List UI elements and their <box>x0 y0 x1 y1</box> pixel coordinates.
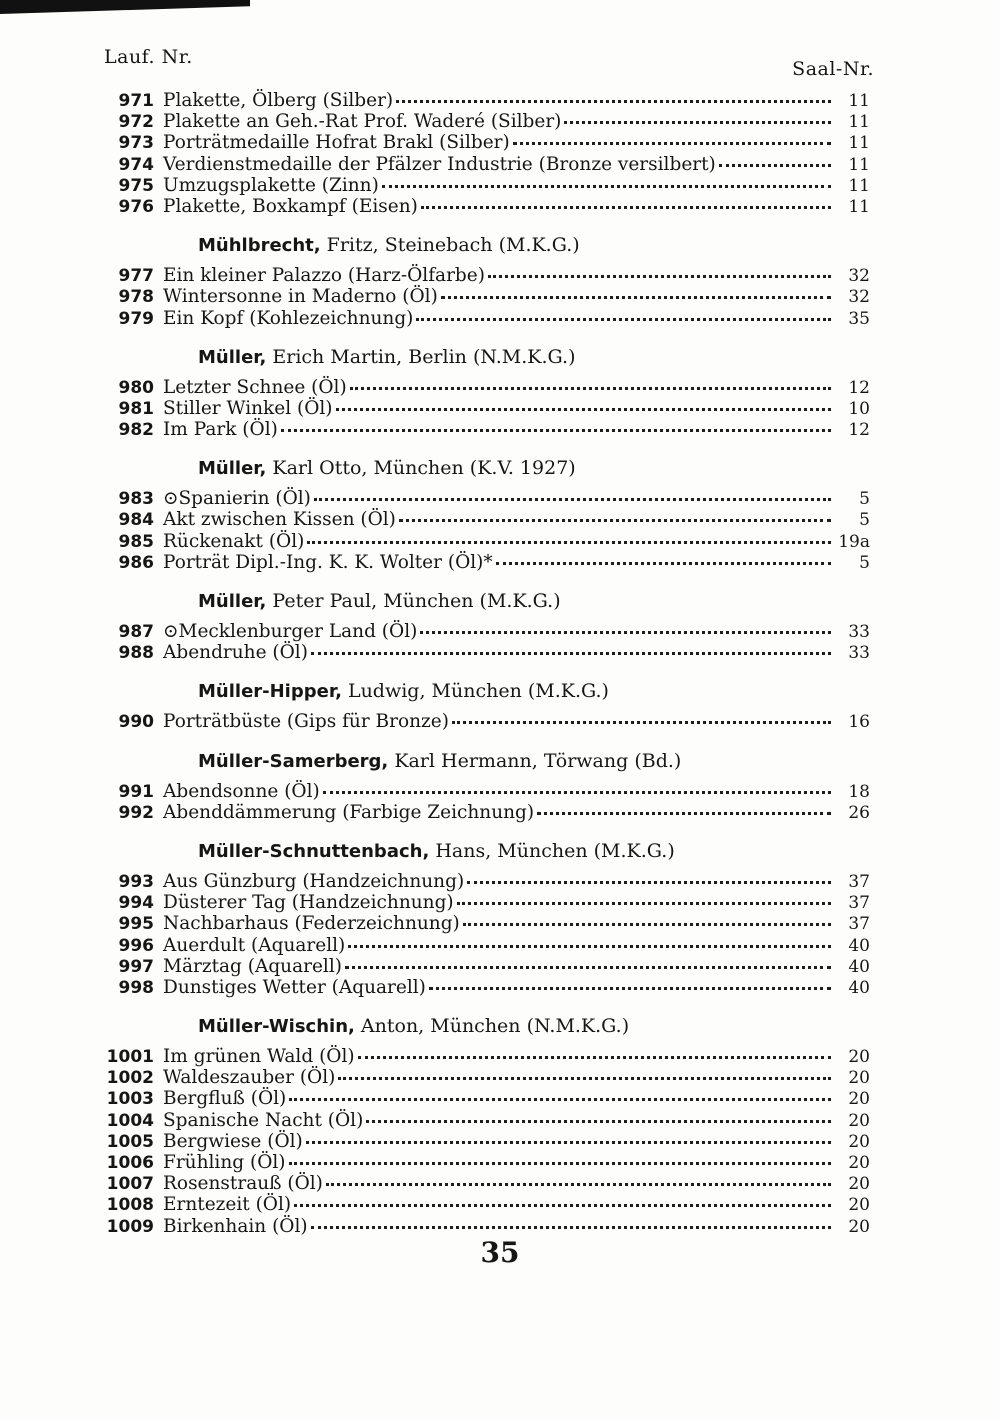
catalog-entry <box>86 286 870 307</box>
catalog-entry <box>86 892 870 913</box>
hall-number: 20 <box>848 1089 870 1110</box>
artist-heading <box>86 675 870 707</box>
dot-leader <box>537 812 831 815</box>
dot-leader <box>513 142 831 145</box>
hall-number: 32 <box>848 266 870 287</box>
entry-number: 982 <box>118 420 154 441</box>
hall-number: 11 <box>848 91 870 111</box>
entry-number: 980 <box>118 377 154 398</box>
dot-leader <box>416 318 831 321</box>
hall-number: 11 <box>848 196 870 217</box>
artist-section <box>86 229 870 329</box>
dot-leader <box>366 1120 831 1123</box>
entry-title: Düsterer Tag (Handzeichnung) <box>163 892 454 914</box>
catalog-entry <box>86 552 870 573</box>
dot-leader <box>463 923 831 926</box>
dot-leader <box>323 791 831 794</box>
artist-details: Erich Martin, Berlin (N.M.K.G.) <box>272 345 576 368</box>
dot-leader <box>350 387 831 390</box>
dot-leader <box>457 902 831 905</box>
artist-heading <box>86 452 870 484</box>
hall-number: 10 <box>848 398 870 419</box>
entry-title: Plakette an Geh.-Rat Prof. Waderé (Silber) <box>163 111 562 133</box>
entry-title: Umzugsplakette (Zinn) <box>163 174 379 196</box>
entry-number: 991 <box>118 781 154 802</box>
dot-leader <box>338 1077 831 1080</box>
hall-number: 11 <box>848 133 870 154</box>
entry-title: Plakette, Boxkampf (Eisen) <box>163 195 418 217</box>
entry-number: 1001 <box>106 1047 154 1068</box>
entry-title: Im Park (Öl) <box>163 419 278 441</box>
entry-number: 987 <box>118 622 154 642</box>
artist-details: Karl Otto, München (K.V. 1927) <box>272 457 576 480</box>
catalog-entry <box>86 913 870 934</box>
entry-number: 977 <box>118 266 154 287</box>
hall-number: 18 <box>848 781 870 802</box>
entry-title: Auerdult (Aquarell) <box>163 934 346 956</box>
entry-number: 986 <box>118 552 154 573</box>
artist-details: Ludwig, München (M.K.G.) <box>347 680 609 703</box>
hall-number: 20 <box>848 1131 870 1152</box>
dot-leader <box>719 164 831 167</box>
artist-section <box>86 90 870 217</box>
entry-number: 990 <box>118 712 154 733</box>
hall-number: 12 <box>848 377 870 398</box>
entry-number: 978 <box>118 287 154 308</box>
hall-number: 20 <box>848 1110 870 1131</box>
entry-number: 971 <box>118 91 154 111</box>
hall-number: 5 <box>859 510 870 531</box>
catalog-entry <box>86 154 870 175</box>
entry-title: Porträt Dipl.-Ing. K. K. Wolter (Öl)* <box>163 551 493 573</box>
catalog-entry <box>86 111 870 132</box>
entry-title: Aus Günzburg (Handzeichnung) <box>163 870 465 892</box>
hall-number-header: Saal-Nr. <box>792 58 874 80</box>
entry-title: Waldeszauber (Öl) <box>163 1067 336 1089</box>
dot-leader <box>420 631 831 634</box>
catalog-entry <box>86 265 870 286</box>
entry-title: Ein Kopf (Kohlezeichnung) <box>163 307 414 329</box>
entry-title: Frühling (Öl) <box>163 1152 286 1173</box>
entry-title: Birkenhain (Öl) <box>163 1215 308 1237</box>
artist-heading <box>86 745 870 777</box>
entry-number: 976 <box>118 196 154 217</box>
entry-number: 994 <box>118 893 154 914</box>
dot-leader <box>314 498 831 501</box>
artist-section <box>86 835 870 998</box>
artist-name: Müller-Hipper, <box>198 681 342 703</box>
dot-leader <box>429 987 831 990</box>
artist-details: Fritz, Steinebach (M.K.G.) <box>326 234 580 257</box>
hall-number: 5 <box>859 489 870 510</box>
entry-title: Rückenakt (Öl) <box>163 530 305 552</box>
artist-name: Müller-Samerberg, <box>198 750 389 772</box>
artist-name: Müller, <box>198 458 267 480</box>
hall-number: 19a <box>838 531 870 552</box>
dot-leader <box>348 945 831 948</box>
artist-details: Hans, München (M.K.G.) <box>435 839 675 862</box>
artist-name: Müller-Wischin, <box>198 1016 355 1038</box>
entry-number: 1005 <box>106 1131 154 1152</box>
entry-title: Plakette, Ölberg (Silber) <box>163 90 394 111</box>
hall-number: 12 <box>848 420 870 441</box>
catalog-entry <box>86 1216 870 1237</box>
hall-number: 20 <box>848 1153 870 1173</box>
entry-title: Verdienstmedaille der Pfälzer Industrie (Bronze versilbert) <box>163 153 716 175</box>
dot-leader <box>294 1204 831 1207</box>
hall-number: 40 <box>848 935 870 956</box>
dot-leader <box>441 296 831 299</box>
entry-number: 985 <box>118 531 154 552</box>
dot-leader <box>488 275 831 278</box>
dot-leader <box>358 1056 831 1059</box>
entry-number: 993 <box>118 871 154 892</box>
entry-number: 996 <box>118 935 154 956</box>
hall-number: 16 <box>848 712 870 733</box>
entry-title: ⊙Mecklenburger Land (Öl) <box>163 621 418 642</box>
catalog-entry <box>86 935 870 956</box>
hall-number: 11 <box>848 175 870 196</box>
entry-title: Porträtmedaille Hofrat Brakl (Silber) <box>163 132 510 154</box>
catalog-entry <box>86 977 870 998</box>
dot-leader <box>382 185 831 188</box>
catalog-entry <box>86 308 870 329</box>
dot-leader <box>307 541 831 544</box>
catalog-entry <box>86 956 870 977</box>
entry-number: 979 <box>118 308 154 329</box>
hall-number: 11 <box>848 112 870 133</box>
hall-number: 32 <box>848 287 870 308</box>
dot-leader <box>421 206 831 209</box>
hall-number: 37 <box>848 871 870 892</box>
entry-number: 1004 <box>106 1110 154 1131</box>
dot-leader <box>467 881 831 884</box>
dot-leader <box>306 1141 831 1144</box>
entry-title: Erntezeit (Öl) <box>163 1194 292 1216</box>
hall-number: 40 <box>848 977 870 998</box>
entry-title: Wintersonne in Maderno (Öl) <box>163 286 438 308</box>
entry-number: 997 <box>118 956 154 977</box>
dot-leader <box>326 1183 831 1186</box>
entry-title: ⊙Spanierin (Öl) <box>163 488 311 510</box>
catalog-entry <box>86 398 870 419</box>
catalog-entry <box>86 1194 870 1215</box>
artist-heading <box>86 229 870 261</box>
artist-heading <box>86 585 870 617</box>
hall-number: 20 <box>848 1216 870 1237</box>
entry-number: 1009 <box>106 1216 154 1237</box>
entry-number: 1007 <box>106 1174 154 1195</box>
entry-title: Märztag (Aquarell) <box>163 955 342 977</box>
column-header <box>104 46 874 80</box>
catalog-entry <box>86 488 870 509</box>
artist-details: Peter Paul, München (M.K.G.) <box>272 590 561 612</box>
entry-number: 1006 <box>106 1153 154 1173</box>
entry-title: Porträtbüste (Gips für Bronze) <box>163 711 449 733</box>
artist-details: Anton, München (N.M.K.G.) <box>360 1015 630 1038</box>
entry-title: Dunstiges Wetter (Aquarell) <box>163 976 426 998</box>
catalog-entry <box>86 1046 870 1067</box>
hall-number: 37 <box>848 914 870 935</box>
entry-number: 981 <box>118 398 154 419</box>
dot-leader <box>289 1098 831 1101</box>
entry-number: 983 <box>118 489 154 510</box>
artist-section <box>86 341 870 441</box>
entry-number: 1008 <box>106 1195 154 1216</box>
entry-number: 984 <box>118 510 154 531</box>
hall-number: 5 <box>859 552 870 573</box>
catalog-list <box>86 90 870 1237</box>
hall-number: 20 <box>848 1068 870 1089</box>
catalog-entry <box>86 802 870 823</box>
entry-number: 972 <box>118 112 154 133</box>
entry-title: Bergfluß (Öl) <box>163 1088 287 1110</box>
catalog-entry <box>86 1173 870 1194</box>
dot-leader <box>396 100 831 103</box>
dot-leader <box>496 562 831 565</box>
catalog-entry <box>86 781 870 802</box>
entry-title: Abenddämmerung (Farbige Zeichnung) <box>163 801 535 823</box>
hall-number: 33 <box>848 643 870 664</box>
dot-leader <box>311 1226 831 1229</box>
hall-number: 26 <box>848 802 870 823</box>
hall-number: 20 <box>848 1174 870 1195</box>
entry-title: Abendruhe (Öl) <box>163 642 308 664</box>
catalog-entry <box>86 711 870 732</box>
artist-name: Mühlbrecht, <box>198 235 321 257</box>
artist-section <box>86 745 870 823</box>
dot-leader <box>289 1162 832 1165</box>
entry-title: Stiller Winkel (Öl) <box>163 397 333 419</box>
entry-title: Letzter Schnee (Öl) <box>163 376 347 398</box>
entry-title: Im grünen Wald (Öl) <box>163 1046 355 1068</box>
entry-title: Nachbarhaus (Federzeichnung) <box>163 913 460 935</box>
hall-number: 37 <box>848 893 870 914</box>
dot-leader <box>336 408 831 411</box>
artist-name: Müller, <box>198 591 267 612</box>
artist-section <box>86 675 870 732</box>
hall-number: 40 <box>848 956 870 977</box>
hall-number: 11 <box>848 154 870 175</box>
page-number: 35 <box>480 1236 520 1269</box>
dot-leader <box>345 966 831 969</box>
running-number-header: Lauf. Nr. <box>104 46 193 68</box>
dot-leader <box>452 721 831 724</box>
hall-number: 20 <box>848 1195 870 1216</box>
entry-number: 995 <box>118 914 154 935</box>
catalog-entry <box>86 1152 870 1173</box>
catalog-entry <box>86 175 870 196</box>
artist-section <box>86 452 870 573</box>
dot-leader <box>564 121 831 124</box>
artist-heading <box>86 341 870 373</box>
entry-number: 974 <box>118 154 154 175</box>
catalog-entry <box>86 196 870 217</box>
hall-number: 35 <box>848 308 870 329</box>
artist-name: Müller, <box>198 346 267 368</box>
entry-number: 998 <box>118 977 154 998</box>
entry-number: 973 <box>118 133 154 154</box>
entry-title: Ein kleiner Palazzo (Harz-Ölfarbe) <box>163 265 485 287</box>
artist-section <box>86 585 870 663</box>
artist-details: Karl Hermann, Törwang (Bd.) <box>394 749 682 772</box>
artist-heading <box>86 1010 870 1042</box>
entry-number: 1002 <box>106 1068 154 1089</box>
entry-title: Spanische Nacht (Öl) <box>163 1109 364 1131</box>
entry-title: Abendsonne (Öl) <box>163 780 320 802</box>
catalog-entry <box>86 132 870 153</box>
catalog-entry <box>86 1067 870 1088</box>
catalog-entry <box>86 871 870 892</box>
entry-title: Bergwiese (Öl) <box>163 1130 303 1152</box>
catalog-entry <box>86 531 870 552</box>
entry-title: Rosenstrauß (Öl) <box>163 1173 323 1195</box>
dot-leader <box>281 429 831 432</box>
artist-name: Müller-Schnuttenbach, <box>198 840 430 862</box>
artist-heading <box>86 835 870 867</box>
entry-number: 975 <box>118 175 154 196</box>
entry-number: 992 <box>118 802 154 823</box>
hall-number: 33 <box>848 622 870 642</box>
entry-number: 1003 <box>106 1089 154 1110</box>
catalog-entry <box>86 90 870 111</box>
catalog-entry <box>86 419 870 440</box>
scan-edge-mark <box>0 0 250 14</box>
catalog-entry <box>86 1131 870 1152</box>
catalog-entry <box>86 1088 870 1109</box>
artist-section <box>86 1010 870 1237</box>
catalog-entry <box>86 1110 870 1131</box>
entry-title: Akt zwischen Kissen (Öl) <box>163 509 396 531</box>
entry-number: 988 <box>118 643 154 664</box>
catalog-entry <box>86 642 870 663</box>
dot-leader <box>311 652 831 655</box>
catalog-entry <box>86 621 870 642</box>
dot-leader <box>399 519 831 522</box>
hall-number: 20 <box>848 1047 870 1068</box>
catalog-entry <box>86 377 870 398</box>
catalog-entry <box>86 509 870 530</box>
